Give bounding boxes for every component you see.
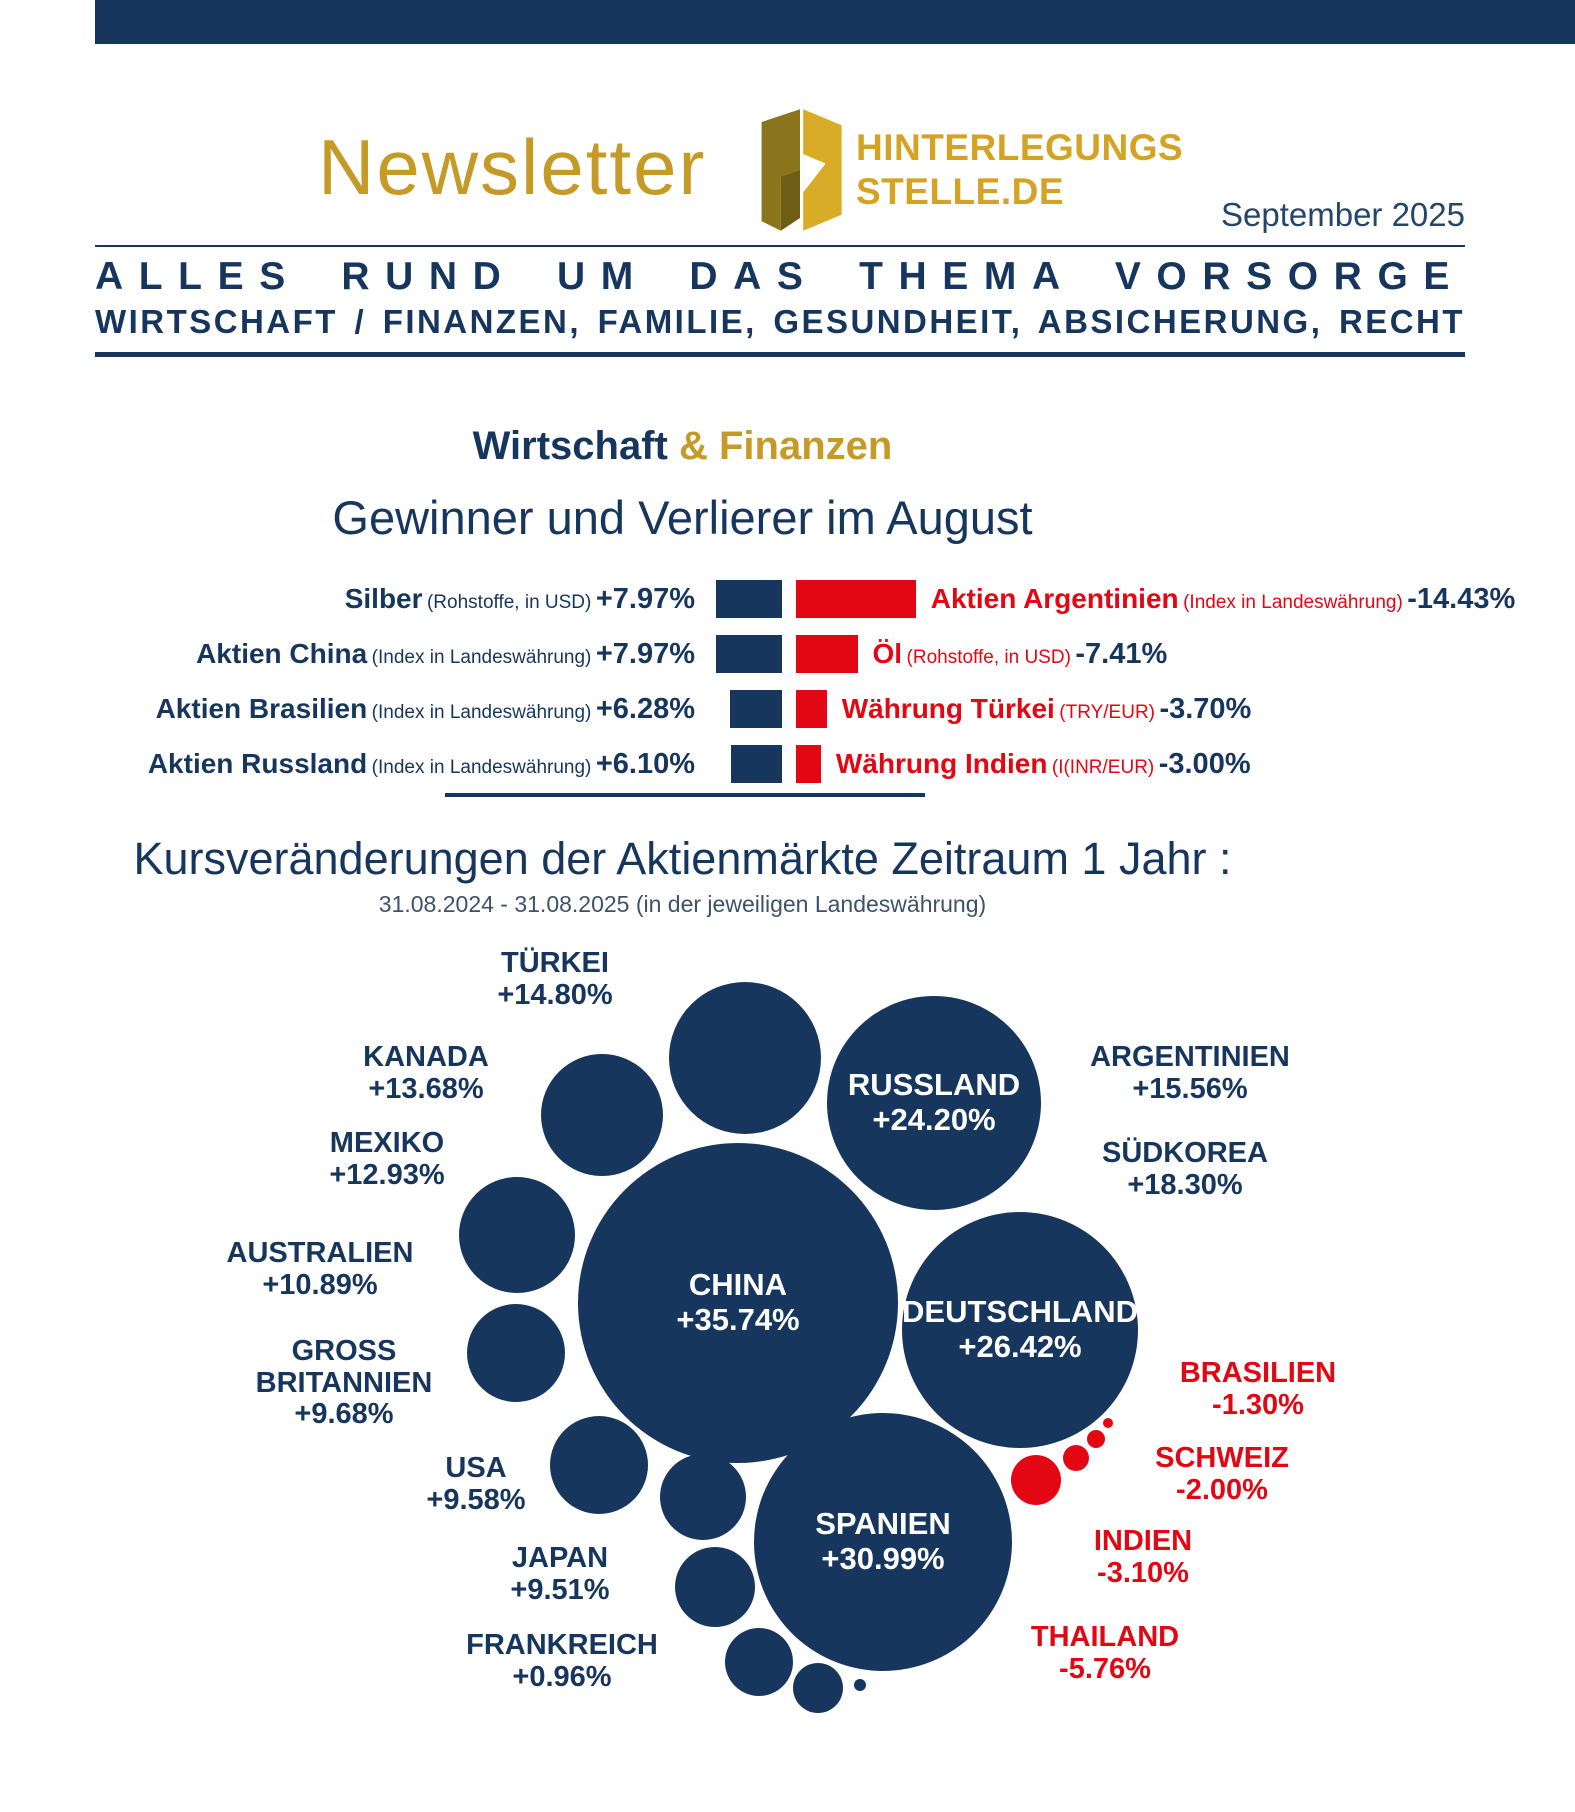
- bubble-inside-name: DEUTSCHLAND: [902, 1294, 1138, 1330]
- bubble-label-indien: [963, 1526, 1323, 1589]
- winner-bar: [716, 580, 782, 618]
- logo-wordmark-line1: HINTERLEGUNGS: [856, 127, 1184, 168]
- bubble-label-name-line: SCHWEIZ: [1155, 1442, 1289, 1474]
- loser-context: (TRY/EUR): [1059, 702, 1155, 723]
- section-divider: [445, 793, 925, 797]
- hinterlegungsstelle-logo-icon: [752, 106, 848, 234]
- winner-name: Aktien Russland: [147, 748, 368, 779]
- bubble-label-australien: [140, 1238, 500, 1301]
- bubble-label-value: +13.68%: [368, 1072, 484, 1105]
- issue-date: September 2025: [1220, 196, 1465, 233]
- bubble-label-thailand: [925, 1622, 1285, 1685]
- winner-name: Aktien China: [196, 638, 368, 669]
- logo-wordmark: [856, 126, 1183, 213]
- bubble-inside-name: CHINA: [688, 1267, 788, 1303]
- bubble-inside-value: +26.42%: [958, 1329, 1082, 1364]
- winner-context: (Index in Landeswährung): [371, 647, 592, 668]
- loser-row-label: [836, 742, 1251, 786]
- winner-name: Aktien Brasilien: [155, 693, 368, 724]
- bubble-label-name-line: KANADA: [363, 1041, 489, 1073]
- bubble-label-mexiko: [207, 1128, 567, 1191]
- winner-context: (Index in Landeswährung): [371, 702, 592, 723]
- bubble-label-name-line: TÜRKEI: [501, 947, 609, 979]
- bubble-inside-value: +35.74%: [676, 1302, 800, 1337]
- loser-row-label: [842, 687, 1252, 731]
- winner-row-label: [148, 742, 695, 786]
- bubble-label-name-line: BRASILIEN: [1179, 1357, 1337, 1389]
- winner-context: (Rohstoffe, in USD): [426, 592, 592, 613]
- banner-headline: ALLES RUND UM DAS THEMA VORSORGE: [95, 255, 1465, 298]
- loser-row-label: [931, 577, 1516, 621]
- winner-bar: [716, 635, 782, 673]
- section-heading-wirtschaft: Wirtschaft: [472, 424, 668, 468]
- bubble-label-name-line: BRITANNIEN: [255, 1366, 433, 1399]
- section-heading: [0, 424, 1365, 469]
- loser-value: -3.00%: [1158, 748, 1251, 780]
- winner-name: Silber: [344, 583, 423, 614]
- bubble-label-name-line: GROSS: [291, 1335, 397, 1367]
- bubble-label-value: +15.56%: [1132, 1072, 1248, 1105]
- logo-shadow-face: [781, 170, 800, 231]
- bubble-label-value: +9.58%: [426, 1483, 526, 1516]
- top-accent-bar: [95, 0, 1575, 44]
- bubble-label-name-line: JAPAN: [511, 1542, 609, 1574]
- winner-row-label: [156, 687, 695, 731]
- bubble-label-value: +18.30%: [1127, 1168, 1243, 1201]
- winner-value: +7.97%: [595, 583, 695, 615]
- loser-value: -14.43%: [1407, 583, 1516, 615]
- bubble-label-name-line: MEXIKO: [329, 1127, 445, 1159]
- bubble-label-argentinien: [1010, 1042, 1370, 1105]
- loser-bar: [796, 690, 827, 728]
- bubble-label-frankreich: [382, 1630, 742, 1693]
- bubble-inside-value: +24.20%: [872, 1102, 996, 1137]
- winner-bar: [731, 745, 782, 783]
- winner-context: (Index in Landeswährung): [371, 757, 592, 778]
- bubble-australien: [660, 1454, 746, 1540]
- bubble-label-brasilien: [1078, 1358, 1438, 1421]
- loser-bar: [796, 580, 916, 618]
- bubble-inside-name: SPANIEN: [815, 1506, 951, 1542]
- loser-name: Aktien Argentinien: [930, 583, 1179, 614]
- bubble-label-value: +9.51%: [510, 1573, 610, 1606]
- bubble-label-value: -1.30%: [1212, 1388, 1304, 1421]
- loser-value: -7.41%: [1075, 638, 1168, 670]
- loser-bar: [796, 745, 821, 783]
- winner-row-label: [196, 632, 695, 676]
- bubble-inside-value: +30.99%: [821, 1541, 945, 1576]
- loser-row-label: [873, 632, 1168, 676]
- bubble-label-südkorea: [1005, 1138, 1365, 1201]
- loser-name: Währung Türkei: [841, 693, 1055, 724]
- bubble-label-name-line: USA: [445, 1452, 507, 1484]
- newsletter-title: Newsletter: [318, 123, 707, 211]
- bubble-label-value: -2.00%: [1176, 1473, 1268, 1506]
- bubble-label-name-line: AUSTRALIEN: [226, 1237, 414, 1269]
- bubble-label-türkei: [375, 948, 735, 1011]
- bubble-label-usa: [296, 1453, 656, 1516]
- bubble-chart-title: Kursveränderungen der Aktienmärkte Zeitraum 1 Jahr :: [133, 833, 1232, 884]
- loser-value: -3.70%: [1159, 693, 1252, 725]
- winner-bar: [730, 690, 782, 728]
- bubble-label-kanada: [246, 1042, 606, 1105]
- bubble-frankreich: [854, 1679, 866, 1691]
- winner-value: +6.28%: [595, 693, 695, 725]
- section-heading-amp: &: [678, 424, 708, 468]
- winner-value: +7.97%: [595, 638, 695, 670]
- bubble-label-value: -5.76%: [1059, 1652, 1151, 1685]
- logo-wordmark-line2: STELLE.DE: [856, 170, 1065, 212]
- bubble-label-value: +14.80%: [497, 978, 613, 1011]
- winner-value: +6.10%: [595, 748, 695, 780]
- loser-name: Währung Indien: [835, 748, 1048, 779]
- bubble-chart-subtitle: 31.08.2024 - 31.08.2025 (in der jeweiligen Landeswährung): [378, 891, 987, 917]
- winner-row-label: [345, 577, 695, 621]
- bubble-label-japan: [380, 1543, 740, 1606]
- bubble-label-value: +0.96%: [512, 1660, 612, 1693]
- bubble-label-value: -3.10%: [1097, 1556, 1189, 1589]
- bubble-label-name-line: INDIEN: [1093, 1525, 1193, 1557]
- loser-bar: [796, 635, 858, 673]
- bubble-label-value: +12.93%: [329, 1158, 445, 1191]
- bubble-label-gross-britannien: [164, 1336, 524, 1431]
- bubble-inside-name: RUSSLAND: [847, 1067, 1021, 1103]
- bubble-china: [578, 1143, 898, 1463]
- loser-context: (Rohstoffe, in USD): [906, 647, 1071, 668]
- bubble-label-name-line: FRANKREICH: [466, 1629, 658, 1661]
- header-rule-thin: [95, 245, 1465, 247]
- bubble-japan: [793, 1663, 843, 1713]
- bubble-label-name-line: THAILAND: [1030, 1621, 1180, 1653]
- loser-name: Öl: [872, 638, 903, 669]
- banner-subheadline: WIRTSCHAFT / FINANZEN, FAMILIE, GESUNDHEIT, ABSICHERUNG, RECHT: [95, 303, 1465, 340]
- bubble-label-value: +10.89%: [262, 1268, 378, 1301]
- section-heading-finanzen: Finanzen: [719, 424, 893, 468]
- bubble-label-name-line: SÜDKOREA: [1102, 1137, 1268, 1169]
- bubble-label-name-line: ARGENTINIEN: [1090, 1041, 1290, 1073]
- loser-context: (I(INR/EUR): [1051, 757, 1155, 778]
- winners-losers-title: Gewinner und Verlierer im August: [332, 491, 1033, 544]
- loser-context: (Index in Landeswährung): [1183, 592, 1403, 613]
- header-rule-thick: [95, 352, 1465, 357]
- bubble-label-value: +9.68%: [294, 1398, 394, 1431]
- bubble-label-schweiz: [1042, 1443, 1402, 1506]
